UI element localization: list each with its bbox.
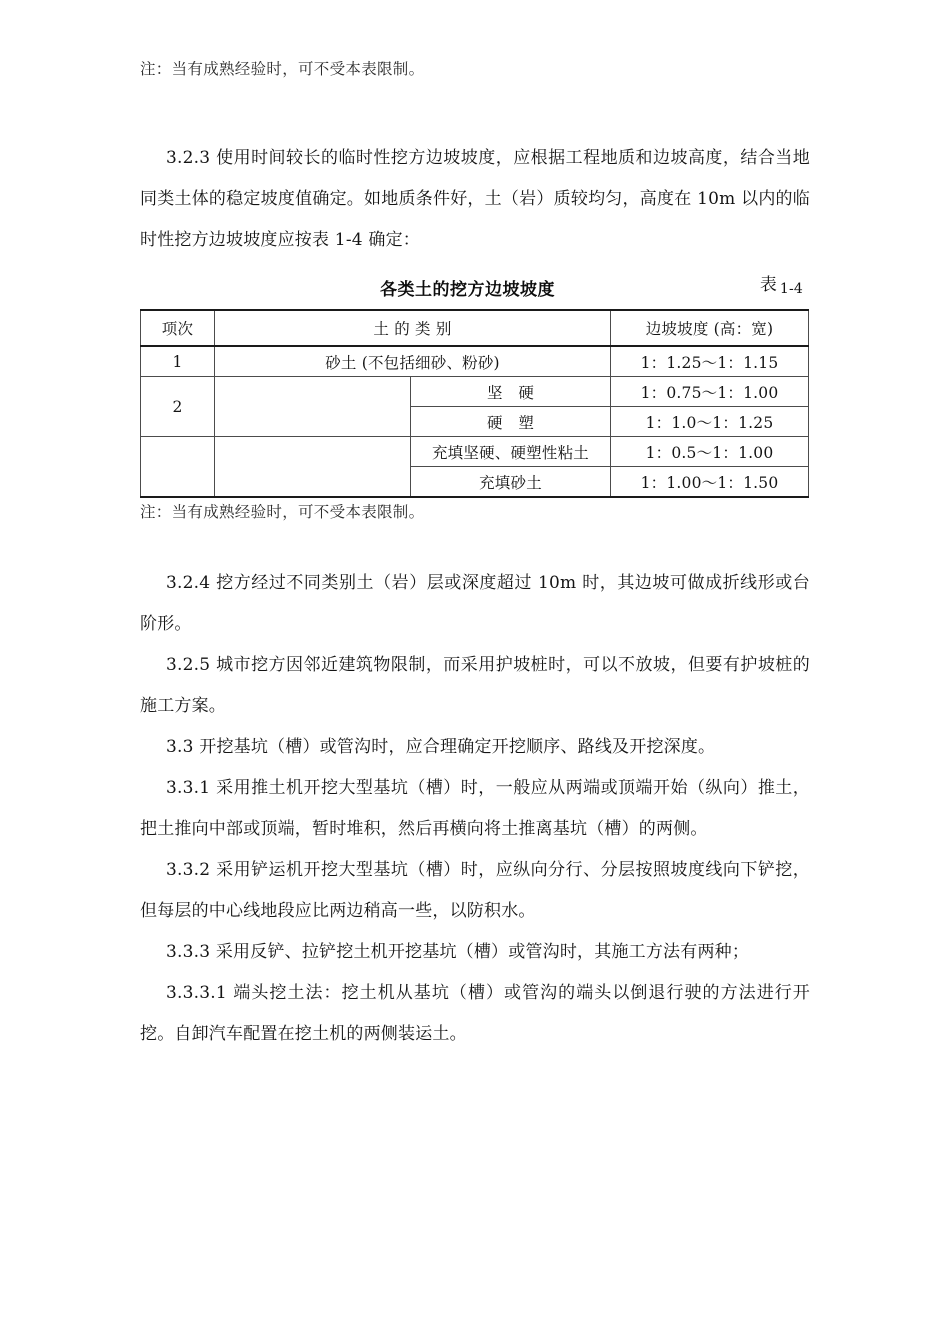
header-soil-type: 土 的 类 别 (215, 310, 611, 346)
cell-slope: 1：1.00～1：1.50 (611, 467, 809, 498)
paragraph-3-3-2: 3.3.2 采用铲运机开挖大型基坑（槽）时，应纵向分行、分层按照坡度线向下铲挖，但每层的中心线地段应比两边稍高一些，以防积水。 (140, 860, 810, 921)
cell-type-sub: 硬 塑 (411, 407, 611, 437)
table-body (141, 346, 809, 497)
top-spacer (140, 0, 810, 58)
gap-before-table-caption (140, 261, 810, 271)
paragraph-3-3-1: 3.3.1 采用推土机开挖大型基坑（槽）时，一般应从两端或顶端开始（纵向）推土，把土推向中部或顶端，暂时堆积，然后再横向将土推离基坑（槽）的两侧。 (140, 778, 810, 839)
cell-index (141, 437, 215, 498)
cell-index: 2 (141, 377, 215, 437)
paragraph-3-3-3: 3.3.3 采用反铲、拉铲挖土机开挖基坑（槽）或管沟时，其施工方法有两种； (166, 942, 750, 962)
page-content (140, 0, 810, 1055)
cell-slope: 1：0.75～1：1.00 (611, 377, 809, 407)
header-slope: 边坡坡度 (高：宽) (611, 310, 809, 346)
paragraph-3-3: 3.3 开挖基坑（槽）或管沟时，应合理确定开挖顺序、路线及开挖深度。 (166, 737, 716, 757)
gap-after-top-note (140, 80, 810, 138)
top-note: 注：当有成熟经验时，可不受本表限制。 (140, 60, 425, 78)
cell-type-sub: 坚 硬 (411, 377, 611, 407)
paragraph-3-3-3-1: 3.3.3.1 端头挖土法：挖土机从基坑（槽）或管沟的端头以倒退行驶的方法进行开挖。自卸汽车配置在挖土机的两侧装运土。 (140, 983, 810, 1044)
cell-type-sub: 充填坚硬、硬塑性粘土 (411, 437, 611, 467)
table-row (141, 437, 809, 467)
paragraph-3-2-5: 3.2.5 城市挖方因邻近建筑物限制，而采用护坡桩时，可以不放坡，但要有护坡桩的施工方案。 (140, 655, 810, 716)
table-number-label: 表 (759, 275, 777, 295)
table-head (141, 310, 809, 346)
slope-table (140, 309, 809, 498)
cell-type-main (215, 377, 411, 437)
table-caption-row (140, 271, 810, 305)
table-caption-title: 各类土的挖方边坡坡度 (380, 280, 555, 300)
table-number-value: 1-4 (779, 281, 803, 297)
paragraph-3-2-4: 3.2.4 挖方经过不同类别土（岩）层或深度超过 10m 时，其边坡可做成折线形或台阶形。 (140, 573, 810, 634)
table-number (759, 271, 803, 297)
cell-type-main (215, 437, 411, 498)
cell-slope: 1：1.25～1：1.15 (611, 346, 809, 377)
paragraph-3-2-3: 3.2.3 使用时间较长的临时性挖方边坡坡度，应根据工程地质和边坡高度，结合当地同类土体的稳定坡度值确定。如地质条件好，土（岩）质较均匀，高度在 10m 以内的临时性挖方边坡坡度应按表 1-4 确定： (140, 148, 810, 250)
gap-after-table (140, 523, 810, 563)
cell-slope: 1：0.5～1：1.00 (611, 437, 809, 467)
table-row (141, 346, 809, 377)
header-index: 项次 (141, 310, 215, 346)
table-header-row (141, 310, 809, 346)
cell-type-main: 砂土 (不包括细砂、粉砂) (215, 346, 611, 377)
table-row (141, 377, 809, 407)
cell-index: 1 (141, 346, 215, 377)
cell-type-sub: 充填砂土 (411, 467, 611, 498)
cell-slope: 1：1.0～1：1.25 (611, 407, 809, 437)
table-note: 注：当有成熟经验时，可不受本表限制。 (140, 503, 425, 521)
